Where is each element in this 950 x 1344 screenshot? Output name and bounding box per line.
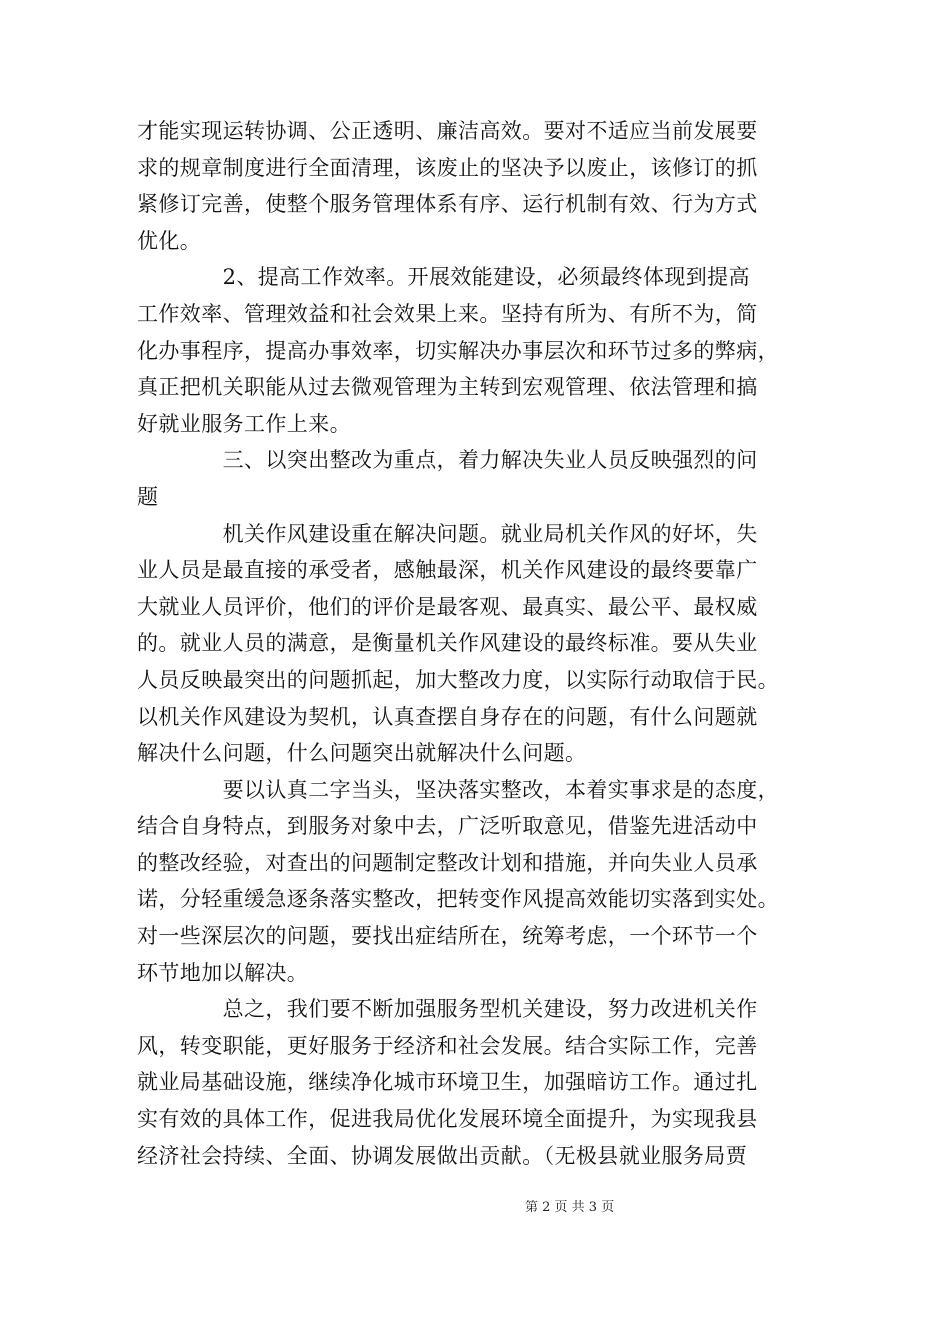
- section-heading-line: 三、以突出整改为重点，着力解决失业人员反映强烈的问: [137, 448, 758, 473]
- text-line: 对一些深层次的问题，要找出症结所在，统筹考虑，一个环节一个: [137, 924, 758, 949]
- text-line: 就业局基础设施，继续净化城市环境卫生，加强暗访工作。通过扎: [137, 1070, 758, 1095]
- text-line: 以机关作风建设为契机，认真查摆自身存在的问题，有什么问题就: [137, 704, 758, 729]
- text-line: 要以认真二字当头，坚决落实整改，本着实事求是的态度，: [137, 777, 779, 802]
- text-line: 机关作风建设重在解决问题。就业局机关作风的好坏，失: [137, 521, 758, 546]
- text-line: 化办事程序，提高办事效率，切实解决办事层次和环节过多的弊病，: [137, 338, 779, 363]
- text-line: 的。就业人员的满意，是衡量机关作风建设的最终标准。要从失业: [137, 631, 758, 656]
- text-line: 真正把机关职能从过去微观管理为主转到宏观管理、依法管理和搞: [137, 375, 758, 400]
- text-line: 大就业人员评价，他们的评价是最客观、最真实、最公平、最权威: [137, 594, 758, 619]
- text-line: 解决什么问题，什么问题突出就解决什么问题。: [137, 741, 587, 766]
- text-line: 才能实现运转协调、公正透明、廉洁高效。要对不适应当前发展要: [137, 119, 758, 143]
- text-line: 优化。: [137, 228, 202, 253]
- text-line: 风，转变职能，更好服务于经济和社会发展。结合实际工作，完善: [137, 1033, 758, 1058]
- text-line: 的整改经验，对查出的问题制定整改计划和措施，并向失业人员承: [137, 850, 758, 875]
- text-line: 紧修订完善，使整个服务管理体系有序、运行机制有效、行为方式: [137, 192, 758, 217]
- text-line: 总之，我们要不断加强服务型机关建设，努力改进机关作: [137, 997, 758, 1022]
- text-line: 2、提高工作效率。开展效能建设，必须最终体现到提高: [137, 265, 750, 290]
- text-line: 经济社会持续、全面、协调发展做出贡献。（无极县就业服务局贾: [137, 1143, 748, 1168]
- text-line: 工作效率、管理效益和社会效果上来。坚持有所为、有所不为，简: [137, 301, 758, 326]
- text-line: 人员反映最突出的问题抓起，加大整改力度，以实际行动取信于民。: [137, 667, 779, 692]
- body-text: [137, 113, 813, 1174]
- text-line: 求的规章制度进行全面清理，该废止的坚决予以废止，该修订的抓: [137, 155, 758, 180]
- text-line: 业人员是最直接的承受者，感触最深，机关作风建设的最终要靠广: [137, 558, 758, 583]
- text-line: 诺，分轻重缓急逐条落实整改，把转变作风提高效能切实落到实处。: [137, 887, 779, 912]
- page-number: 第 2 页 共 3 页: [525, 1200, 615, 1215]
- text-line: 环节地加以解决。: [137, 960, 309, 985]
- text-line: 实有效的具体工作，促进我局优化发展环境全面提升，为实现我县: [137, 1107, 758, 1132]
- section-heading-line: 题: [137, 484, 159, 509]
- text-line: 好就业服务工作上来。: [137, 411, 351, 436]
- text-line: 结合自身特点，到服务对象中去，广泛听取意见，借鉴先进活动中: [137, 814, 758, 839]
